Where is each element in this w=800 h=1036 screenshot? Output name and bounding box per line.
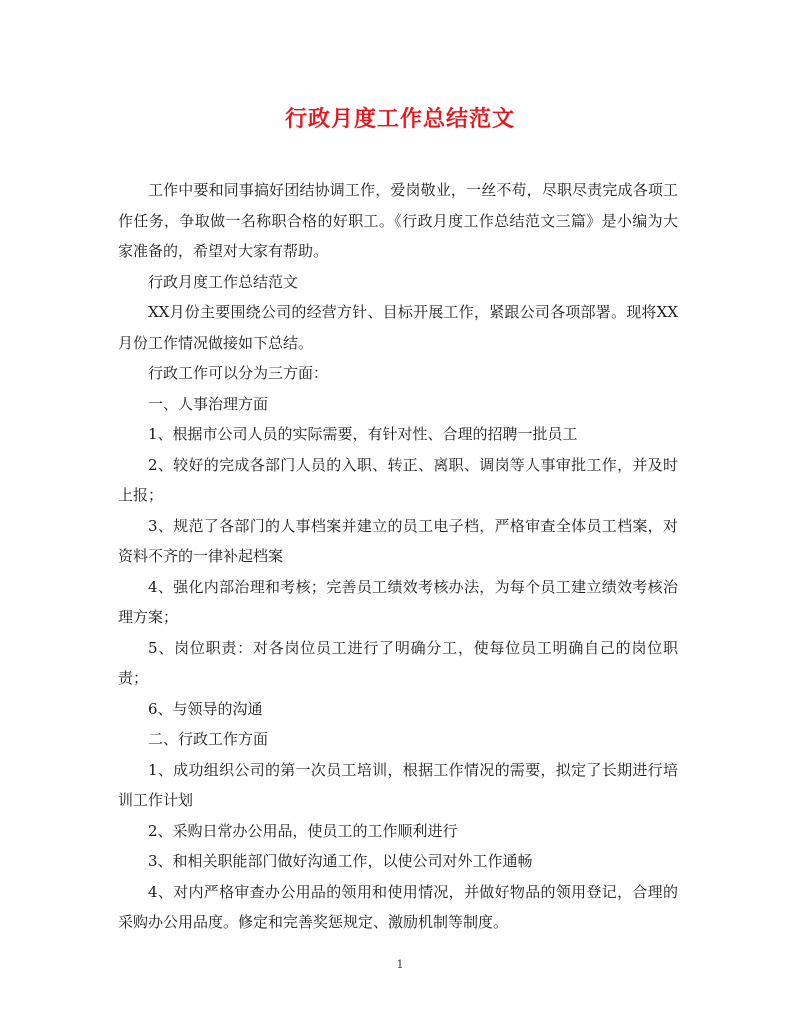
list-item: 1、根据市公司人员的实际需要，有针对性、合理的招聘一批员工 <box>148 425 578 443</box>
list-item: 4、对内严格审查办公用品的领用和使用情况，并做好物品的领用登记，合理的采购办公用品度。修定和完善奖惩规定、激励机制等制度。 <box>118 882 678 931</box>
list-item: 5、岗位职责：对各岗位员工进行了明确分工，使每位员工明确自己的岗位职责； <box>118 638 678 687</box>
list-item: 3、规范了各部门的人事档案并建立的员工电子档，严格审查全体员工档案，对资料不齐的一律补起档案 <box>118 516 678 565</box>
section-heading: 一、人事治理方面 <box>148 394 269 413</box>
page-number: 1 <box>396 958 404 971</box>
body-paragraph: 行政月度工作总结范文 <box>148 272 299 291</box>
list-item: 2、采购日常办公用品，使员工的工作顺利进行 <box>148 821 458 840</box>
list-item: 3、和相关职能部门做好沟通工作，以使公司对外工作通畅 <box>148 852 533 870</box>
body-paragraph: 行政工作可以分为三方面： <box>148 364 329 382</box>
document-title: 行政月度工作总结范文 <box>284 106 515 132</box>
list-item: 2、较好的完成各部门人员的入职、转正、离职、调岗等人事审批工作，并及时上报； <box>118 455 678 504</box>
list-item: 4、强化内部治理和考核；完善员工绩效考核办法，为每个员工建立绩效考核治理方案； <box>118 577 678 626</box>
list-item: 1、成功组织公司的第一次员工培训，根据工作情况的需要，拟定了长期进行培训工作计划 <box>118 760 678 809</box>
body-paragraph: XX月份主要围绕公司的经营方针、目标开展工作，紧跟公司各项部署。现将XX月份工作情况做接如下总结。 <box>118 303 678 352</box>
section-heading: 二、行政工作方面 <box>148 730 269 748</box>
list-item: 6、与领导的沟通 <box>148 699 263 718</box>
document-body <box>118 175 678 938</box>
body-paragraph: 工作中要和同事搞好团结协调工作，爱岗敬业，一丝不苟，尽职尽责完成各项工作任务，争取做一名称职合格的好职工。《行政月度工作总结范文三篇》是小编为大家准备的，希望对大家有帮助。 <box>118 181 678 260</box>
